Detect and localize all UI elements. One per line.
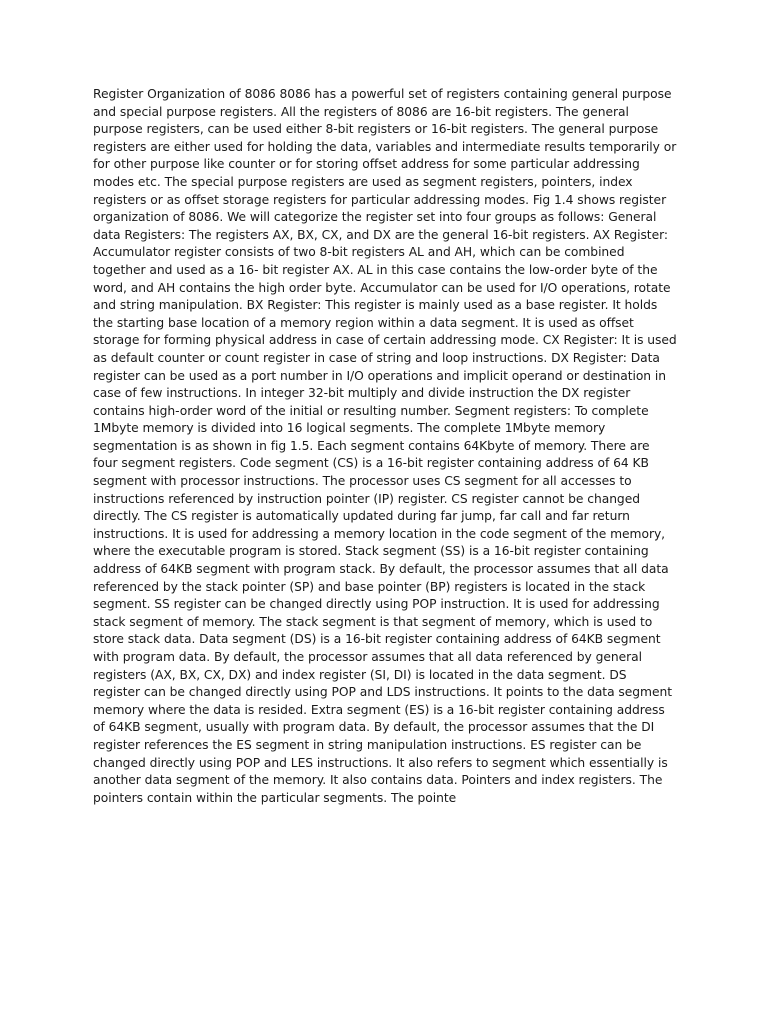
body-paragraph: Register Organization of 8086 8086 has a powerful set of registers containing general purpose and special purpose registers. All the registers of 8086 are 16-bit registers. The general purpose registers, can be used either 8-bit registers or 16-bit registers. The general purpose registers are either used for holding the data, variables and intermediate results temporarily or for other purpose like counter or for storing offset address for some particular addressing modes etc. The special purpose registers are used as segment registers, pointers, index registers or as offset storage registers for particular addressing modes. Fig 1.4 shows register organization of 8086. We will categorize the register set into four groups as follows: General data Registers: The registers AX, BX, CX, and DX are the general 16-bit registers. AX Register: Accumulator register consists of two 8-bit registers AL and AH, which can be combined together and used as a 16- bit register AX. AL in this case contains the low-order byte of the word, and AH contains the high order byte. Accumulator can be used for I/O operations, rotate and string manipulation. BX Register: This register is mainly used as a base register. It holds the starting base location of a memory region within a data segment. It is used as offset storage for forming physical address in case of certain addressing mode. CX Register: It is used as default counter or count register in case of string and loop instructions. DX Register: Data register can be used as a port number in I/O operations and implicit operand or destination in case of few instructions. In integer 32-bit multiply and divide instruction the DX register contains high-order word of the initial or resulting number. Segment registers: To complete 1Mbyte memory is divided into 16 logical segments. The complete 1Mbyte memory segmentation is as shown in fig 1.5. Each segment contains 64Kbyte of memory. There are four segment registers. Code segment (CS) is a 16-bit register containing address of 64 KB segment with processor instructions. The processor uses CS segment for all accesses to instructions referenced by instruction pointer (IP) register. CS register cannot be changed directly. The CS register is automatically updated during far jump, far call and far return instructions. It is used for addressing a memory location in the code segment of the memory, where the executable program is stored. Stack segment (SS) is a 16-bit register containing address of 64KB segment with program stack. By default, the processor assumes that all data referenced by the stack pointer (SP) and base pointer (BP) registers is located in the stack segment. SS register can be changed directly using POP instruction. It is used for addressing stack segment of memory. The stack segment is that segment of memory, which is used to store stack data. Data segment (DS) is a 16-bit register containing address of 64KB segment with program data. By default, the processor assumes that all data referenced by general registers (AX, BX, CX, DX) and index register (SI, DI) is located in the data segment. DS register can be changed directly using POP and LDS instructions. It points to the data segment memory where the data is resided. Extra segment (ES) is a 16-bit register containing address of 64KB segment, usually with program data. By default, the processor assumes that the DI register references the ES segment in string manipulation instructions. ES register can be changed directly using POP and LES instructions. It also refers to segment which essentially is another data segment of the memory. It also contains data. Pointers and index registers. The pointers contain within the particular segments. The pointe bbox=[93, 87, 677, 805]
